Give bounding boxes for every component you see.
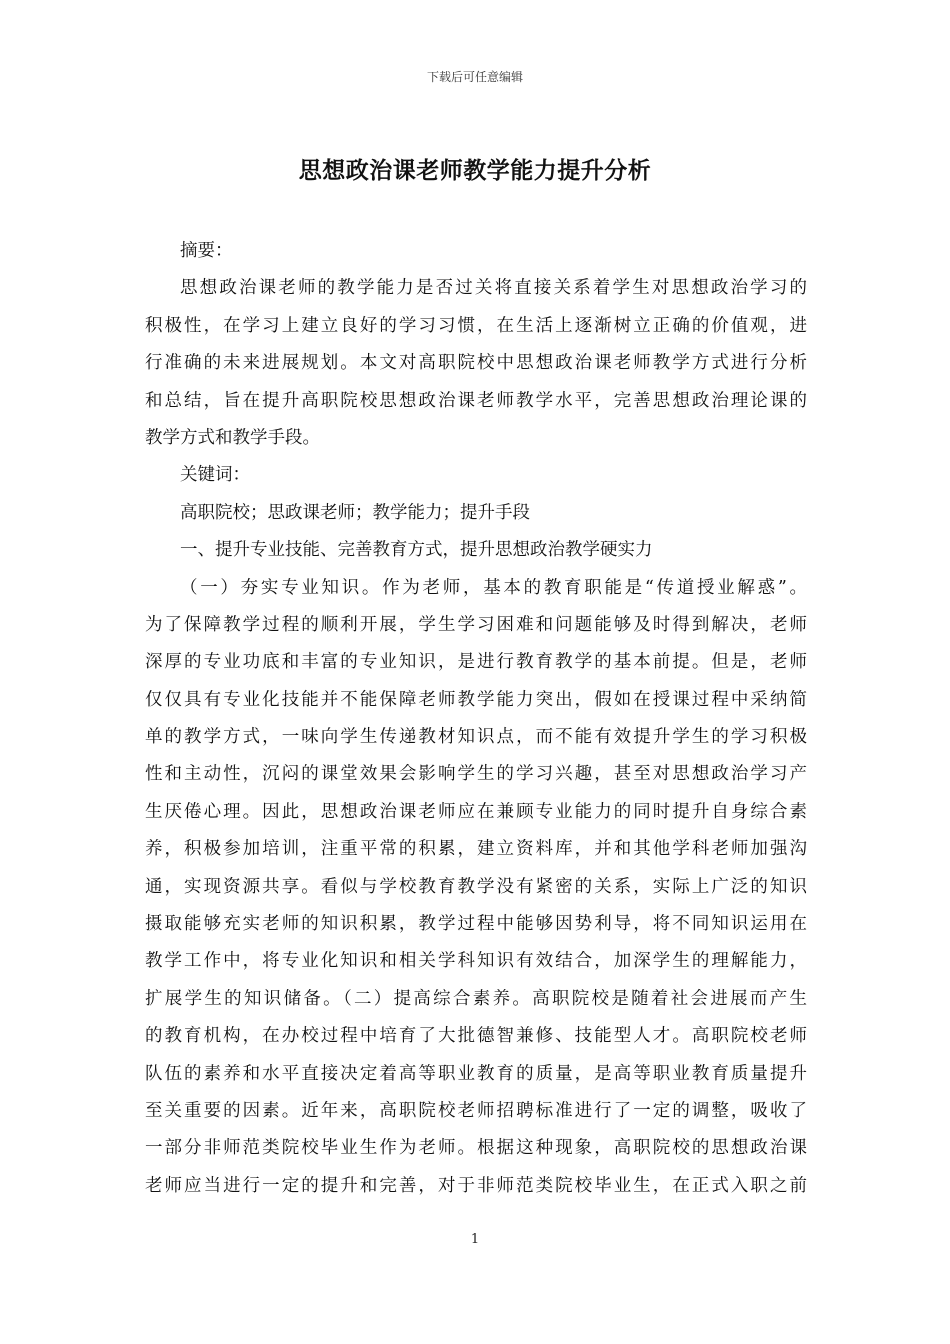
body-line: （一）夯实专业知识。作为老师，基本的教育职能是“传道授业解惑”。 xyxy=(180,577,807,598)
body-line: 至关重要的因素。近年来，高职院校老师招聘标准进行了一定的调整，吸收了 xyxy=(145,1100,807,1121)
body-line: 和总结，旨在提升高职院校思想政治课老师教学水平，完善思想政治理论课的 xyxy=(145,390,807,411)
body-line: 摄取能够充实老师的知识积累，教学过程中能够因势利导，将不同知识运用在 xyxy=(145,914,807,935)
body-line: 的教育机构，在办校过程中培育了大批德智兼修、技能型人才。高职院校老师 xyxy=(145,1026,807,1047)
document-title: 思想政治课老师教学能力提升分析 xyxy=(298,157,652,184)
body-line: 队伍的素养和水平直接决定着高等职业教育的质量，是高等职业教育质量提升 xyxy=(145,1063,807,1084)
header-note: 下载后可任意编辑 xyxy=(426,70,523,84)
body-line: 一部分非师范类院校毕业生作为老师。根据这种现象，高职院校的思想政治课 xyxy=(145,1138,807,1159)
body-line: 积极性，在学习上建立良好的学习习惯，在生活上逐渐树立正确的价值观，进 xyxy=(145,315,807,336)
body-line: 生厌倦心理。因此，思想政治课老师应在兼顾专业能力的同时提升自身综合素 xyxy=(145,801,807,822)
body-line: 老师应当进行一定的提升和完善，对于非师范类院校毕业生，在正式入职之前 xyxy=(145,1175,807,1196)
body-line: 思想政治课老师的教学能力是否过关将直接关系着学生对思想政治学习的 xyxy=(180,278,807,299)
body-line: 养，积极参加培训，注重平常的积累，建立资料库，并和其他学科老师加强沟 xyxy=(145,839,807,860)
body-line: 通，实现资源共享。看似与学校教育教学没有紧密的关系，实际上广泛的知识 xyxy=(145,876,807,897)
body-line: 深厚的专业功底和丰富的专业知识，是进行教育教学的基本前提。但是，老师 xyxy=(145,652,807,673)
body-line: 行准确的未来进展规划。本文对高职院校中思想政治课老师教学方式进行分析 xyxy=(145,353,807,374)
keywords-heading: 关键词： xyxy=(180,465,250,486)
body-line: 教学工作中，将专业化知识和相关学科知识有效结合，加深学生的理解能力， xyxy=(145,951,807,972)
body-line: 教学方式和教学手段。 xyxy=(145,427,320,448)
abstract-heading: 摘要： xyxy=(180,241,233,261)
section-heading: 一、提升专业技能、完善教育方式，提升思想政治教学硬实力 xyxy=(180,540,653,561)
body-line: 为了保障教学过程的顺利开展，学生学习困难和问题能够及时得到解决，老师 xyxy=(145,614,807,635)
page-number: 1 xyxy=(470,1232,480,1247)
document-body xyxy=(145,233,807,1205)
keywords-list: 高职院校；思政课老师；教学能力；提升手段 xyxy=(180,502,530,523)
body-line: 扩展学生的知识储备。（二）提高综合素养。高职院校是随着社会进展而产生 xyxy=(145,988,807,1009)
body-line: 性和主动性，沉闷的课堂效果会影响学生的学习兴趣，甚至对思想政治学习产 xyxy=(145,764,807,785)
body-line: 单的教学方式，一味向学生传递教材知识点，而不能有效提升学生的学习积极 xyxy=(145,727,807,748)
body-line: 仅仅具有专业化技能并不能保障老师教学能力突出，假如在授课过程中采纳简 xyxy=(145,689,807,710)
